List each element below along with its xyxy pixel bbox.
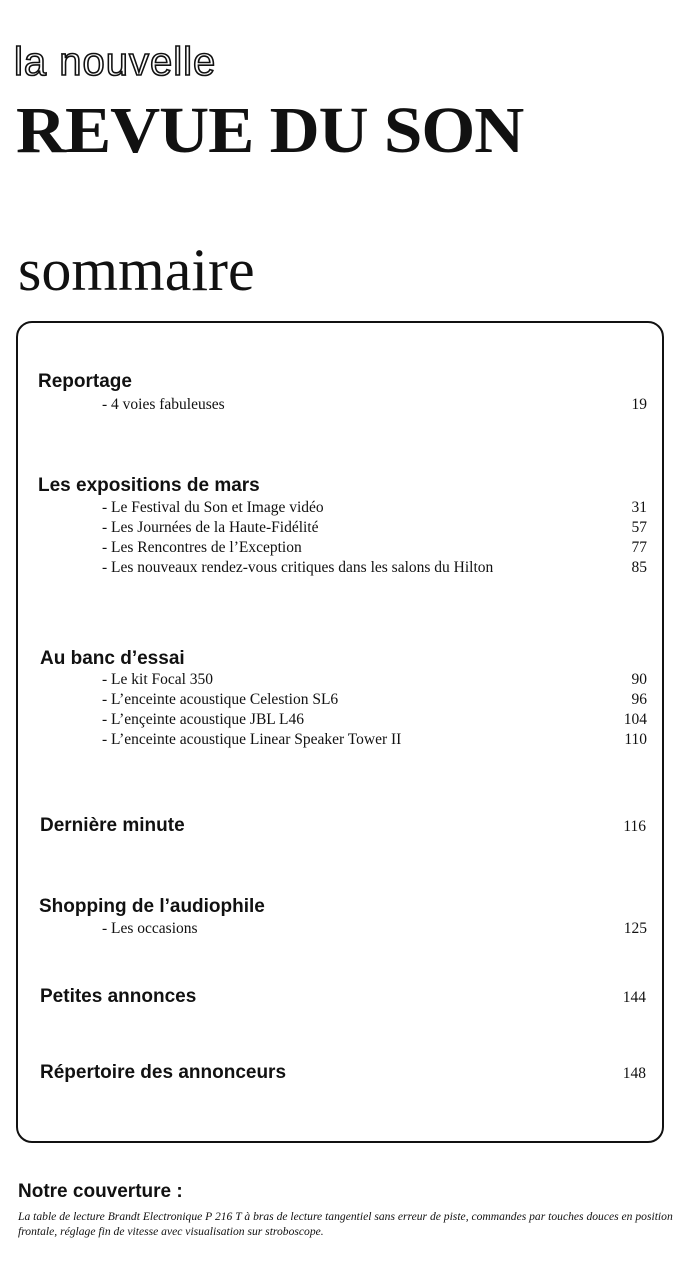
- toc-entry-label: - Le Festival du Son et Image vidéo: [102, 499, 324, 516]
- toc-entry-page: 31: [631, 499, 647, 516]
- toc-entry-label: - Les nouveaux rendez-vous critiques dans les salons du Hilton: [102, 559, 494, 576]
- toc-entry-label: - 4 voies fabuleuses: [102, 396, 225, 413]
- magazine-masthead: REVUE DU SON: [16, 94, 524, 167]
- toc-entry-label: - Le kit Focal 350: [102, 671, 214, 688]
- toc-entry[interactable]: [102, 920, 647, 940]
- toc-entry-label: - Les Rencontres de l’Exception: [102, 539, 302, 556]
- cover-caption-text: La table de lecture Brandt Electronique P 216 T à bras de lecture tangentiel sans erreur de piste, commandes par touches douces en position frontale, réglage fin de vitesse avec visualisation sur stroboscope.: [18, 1210, 673, 1239]
- toc-entry-page: 125: [623, 920, 647, 937]
- toc-entry-page: 96: [631, 691, 647, 708]
- toc-entry-page: 19: [631, 396, 647, 413]
- cover-caption-title: Notre couverture :: [18, 1181, 183, 1202]
- toc-entry[interactable]: [102, 396, 647, 416]
- section-title-shopping: Shopping de l’audiophile: [39, 896, 265, 917]
- toc-entry-page: 90: [631, 671, 647, 688]
- toc-entry[interactable]: [102, 539, 647, 559]
- section-title-banc-essai: Au banc d’essai: [40, 648, 185, 669]
- toc-entry-label: - L’enceinte acoustique Linear Speaker Tower II: [102, 731, 402, 748]
- toc-entry-page: 77: [631, 539, 647, 556]
- toc-entry-page: 57: [631, 519, 647, 536]
- toc-entry[interactable]: [102, 731, 647, 751]
- toc-entry[interactable]: [102, 559, 647, 579]
- toc-entry[interactable]: [102, 499, 647, 519]
- section-page-derniere-minute: 116: [623, 818, 646, 835]
- page-title: sommaire: [18, 237, 255, 303]
- section-title-repertoire[interactable]: Répertoire des annonceurs: [40, 1062, 287, 1083]
- section-page-repertoire: 148: [622, 1065, 646, 1082]
- magazine-tagline: la nouvelle: [14, 40, 217, 84]
- toc-entry-label: - L’ençeinte acoustique JBL L46: [102, 711, 305, 728]
- section-page-petites-annonces: 144: [622, 989, 646, 1006]
- section-title-derniere-minute[interactable]: Dernière minute: [40, 815, 185, 836]
- section-title-expositions: Les expositions de mars: [38, 475, 260, 496]
- section-title-reportage: Reportage: [38, 371, 132, 392]
- toc-entry-page: 104: [623, 711, 647, 728]
- toc-entry-page: 85: [631, 559, 647, 576]
- toc-entry[interactable]: [102, 519, 647, 539]
- toc-entry[interactable]: [102, 711, 647, 731]
- toc-entry-page: 110: [624, 731, 647, 748]
- section-title-petites-annonces[interactable]: Petites annonces: [40, 986, 197, 1007]
- toc-entry-label: - L’enceinte acoustique Celestion SL6: [102, 691, 339, 708]
- toc-entry[interactable]: [102, 671, 647, 691]
- toc-entry[interactable]: [102, 691, 647, 711]
- toc-entry-label: - Les Journées de la Haute-Fidélité: [102, 519, 319, 536]
- toc-entry-label: - Les occasions: [102, 920, 198, 937]
